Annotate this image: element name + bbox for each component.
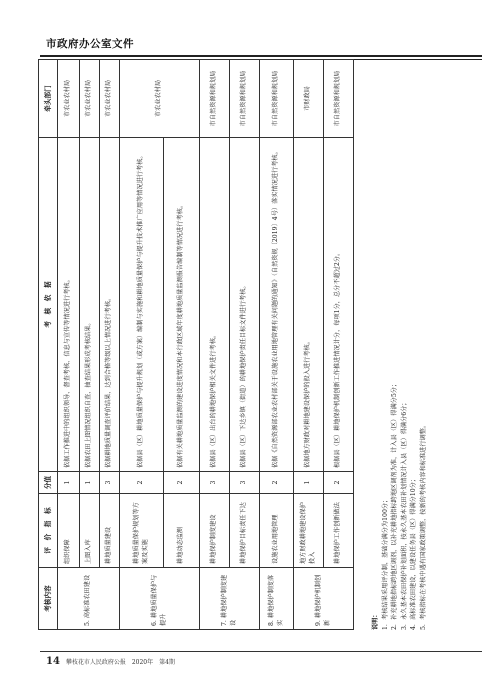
rotated-assessment-table	[38, 60, 468, 630]
basis-cell: 依据地方财政对耕地建设保护的投入进行考核。	[294, 138, 324, 472]
table-row	[100, 60, 120, 630]
score-cell: 3	[230, 472, 260, 494]
basis-cell: 依据农田上图情况组织自查，抽查结果形成考核结果。	[80, 138, 100, 472]
header-rule	[40, 55, 482, 57]
indicator-cell: 设施农业用地管理	[260, 494, 294, 568]
basis-cell: 依据县（区）耕地质量保护与提升规划（或方案）编制与实施和耕地质量保护与提升技术推广应用等情况进行考核。	[120, 138, 164, 472]
indicator-cell: 耕地动态监测	[164, 494, 200, 568]
note-item: 2．补充耕地指标跨地区调剂，以补充耕地指标跨地区调剂为准，计入县（区）得满分5分；	[391, 380, 399, 630]
score-cell: 1	[80, 472, 100, 494]
department-cell: 市农业农村局	[100, 60, 120, 138]
publication-info: 攀枝花市人民政府公报 2020年 第4期	[65, 659, 175, 666]
table-row	[230, 60, 260, 630]
footer-rule	[40, 651, 482, 652]
assessment-table	[38, 59, 354, 630]
indicator-cell: 耕地质量建设	[100, 494, 120, 568]
indicator-cell: 耕地质量保护规划等方案及实施	[120, 494, 164, 568]
notes-section	[371, 60, 429, 630]
department-cell: 市自然资源和规划局	[230, 60, 260, 138]
note-item: 4．高标准农田建设，以建设任务县（区）得满分10分；	[410, 475, 418, 630]
score-cell: 2	[260, 472, 294, 494]
department-cell: 市财政局	[294, 60, 324, 138]
basis-cell: 依据县（区）出台的耕地保护相关文件进行考核。	[200, 138, 230, 472]
column-header-department: 牵头部门	[39, 60, 58, 138]
department-cell: 市农业农村局	[120, 60, 200, 138]
table-row	[80, 60, 100, 630]
department-cell: 市自然资源和规划局	[200, 60, 230, 138]
indicator-cell: 地方财政耕地建设保护投入	[294, 494, 324, 568]
score-cell: 1	[294, 472, 324, 494]
score-cell: 1	[58, 472, 80, 494]
column-header-content: 考核内容	[39, 568, 58, 630]
basis-cell: 根据县（区）耕地保护机制创新工作推进情况计分，每项1分，总分不超过2分。	[324, 138, 354, 472]
page-footer	[46, 656, 175, 667]
indicator-cell: 上图入库	[80, 494, 100, 568]
table-row	[260, 60, 294, 630]
indicator-cell: 组织保障	[58, 494, 80, 568]
content-cell: 6. 耕地质量保护与提升	[120, 568, 200, 630]
content-cell: 7. 耕地保护制度建设	[200, 568, 260, 630]
score-cell: 3	[200, 472, 230, 494]
indicator-cell: 耕地保护制度建设	[200, 494, 230, 568]
note-item: 5．考核指标在考核中遇有国家政策调整，按新的考核内容和标准进行调整。	[420, 421, 428, 630]
department-cell: 市农业农村局	[58, 60, 80, 138]
department-cell: 市农业农村局	[80, 60, 100, 138]
basis-cell: 依据耕地质量调查评价结果，达到合格等级以上情况进行考核。	[100, 138, 120, 472]
column-header-basis: 考 核 依 据	[39, 138, 58, 472]
score-cell: 3	[100, 472, 120, 494]
content-cell: 9. 耕地保护机制创新	[294, 568, 354, 630]
table-header-row	[39, 60, 58, 630]
score-cell: 2	[324, 472, 354, 494]
content-cell: 8. 耕地保护制度落实	[260, 568, 294, 630]
indicator-cell: 耕地保护目标责任下达	[230, 494, 260, 568]
score-cell: 2	[120, 472, 164, 494]
table-row	[200, 60, 230, 630]
score-cell: 2	[164, 472, 200, 494]
table-row	[294, 60, 324, 630]
table-row	[120, 60, 164, 630]
table-row	[58, 60, 80, 630]
indicator-cell: 耕地保护工作创新做法	[324, 494, 354, 568]
basis-cell: 依据有关耕地质量监测的建设进度情况和本行政区域年度耕地质量监测报告编制等情况进行考核。	[164, 138, 200, 472]
department-cell: 市自然资源和规划局	[260, 60, 294, 138]
note-item: 1．考核结果采用评分制，基础分满分为100分；	[381, 496, 389, 630]
basis-cell: 依据工作推进中的组织领导、督查考核、信息与宣传等情况进行考核。	[58, 138, 80, 472]
notes-heading: 说明：	[372, 611, 379, 630]
table-row	[164, 60, 200, 630]
page-number: 14	[46, 656, 60, 667]
column-header-score: 分值	[39, 472, 58, 494]
basis-cell: 依据县（区）下达乡镇（街道）的耕地保护责任目标文件进行考核。	[230, 138, 260, 472]
department-cell: 市自然资源和规划局	[324, 60, 354, 138]
content-cell: 5. 高标准农田建设	[58, 568, 120, 630]
note-item: 3．永久基本农田保护补划面积，按永久基本农田补划情况计入县（区）得满分6分；	[400, 399, 408, 630]
column-header-indicator: 评 价 指 标	[39, 494, 58, 568]
basis-cell: 依据《自然资源部农业农村部关于设施农业用地管理有关问题的通知》（自然资规〔2019〕4号）落实情况进行考核。	[260, 138, 294, 472]
document-header-title: 市政府办公室文件	[46, 38, 134, 50]
table-row	[324, 60, 354, 630]
